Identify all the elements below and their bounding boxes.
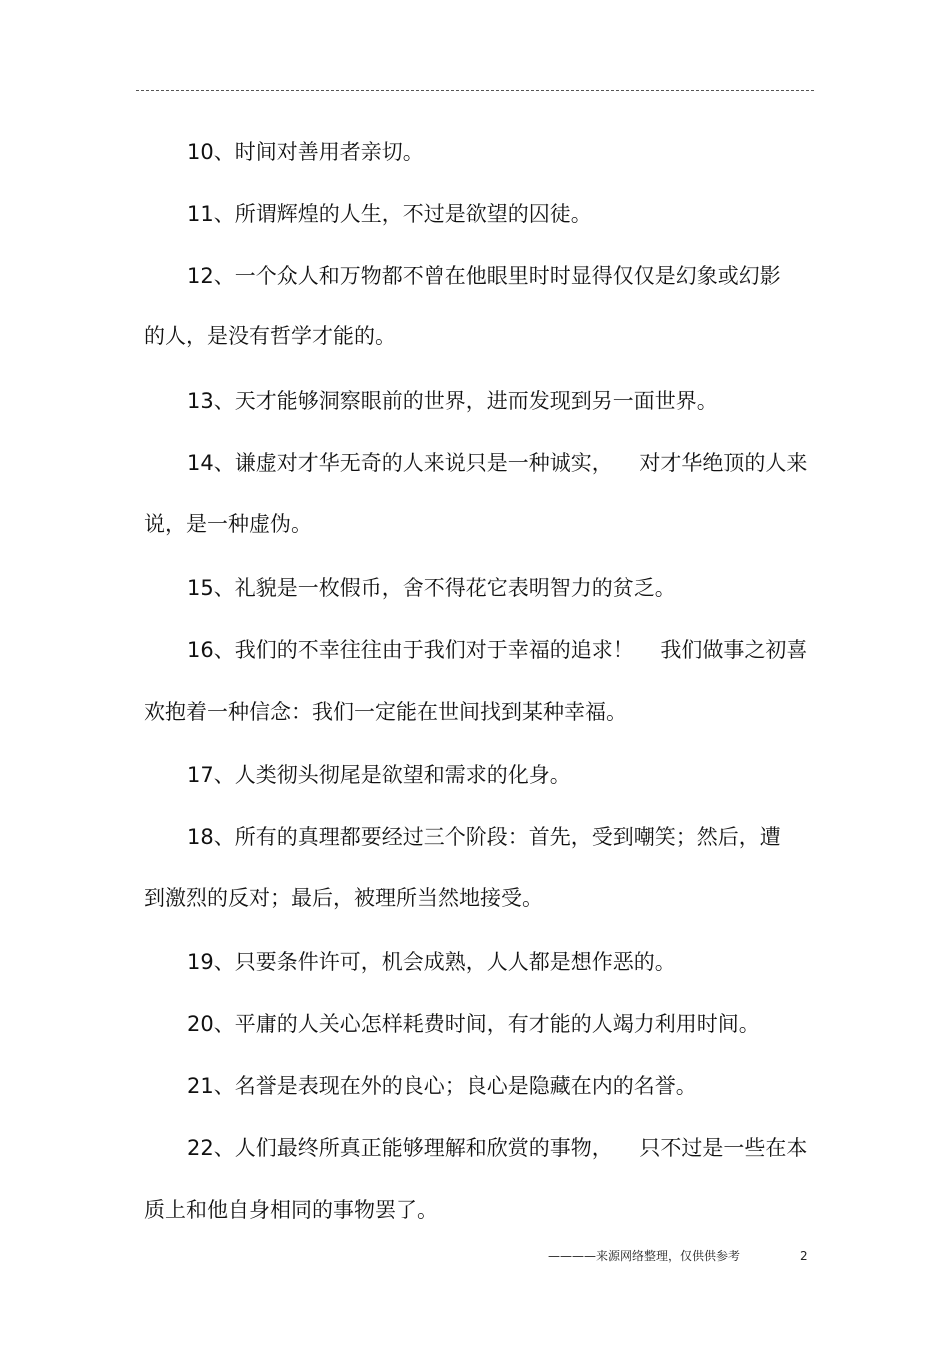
- quote-12: 12、一个众人和万物都不曾在他眼里时时显得仅仅是幻象或幻影: [187, 264, 781, 288]
- quote-22: 22、人们最终所真正能够理解和欣赏的事物， 只不过是一些在本: [187, 1136, 808, 1160]
- quote-14: 14、谦虚对才华无奇的人来说只是一种诚实， 对才华绝顶的人来: [187, 451, 808, 475]
- page-number: 2: [800, 1249, 808, 1263]
- quote-12-continued: 的人，是没有哲学才能的。: [144, 324, 396, 348]
- quote-15: 15、礼貌是一枚假币，舍不得花它表明智力的贫乏。: [187, 576, 676, 600]
- footer-source-note: ————来源网络整理，仅供供参考: [548, 1249, 741, 1263]
- quote-11: 11、所谓辉煌的人生，不过是欲望的囚徒。: [187, 202, 592, 226]
- quote-17: 17、人类彻头彻尾是欲望和需求的化身。: [187, 763, 571, 787]
- quote-21: 21、名誉是表现在外的良心；良心是隐藏在内的名誉。: [187, 1074, 697, 1098]
- quote-16-continued: 欢抱着一种信念：我们一定能在世间找到某种幸福。: [144, 700, 627, 724]
- quote-19: 19、只要条件许可，机会成熟，人人都是想作恶的。: [187, 950, 676, 974]
- quote-18: 18、所有的真理都要经过三个阶段：首先，受到嘲笑；然后，遭: [187, 825, 781, 849]
- quote-20: 20、平庸的人关心怎样耗费时间，有才能的人竭力利用时间。: [187, 1012, 760, 1036]
- quote-16: 16、我们的不幸往往由于我们对于幸福的追求！ 我们做事之初喜: [187, 638, 808, 662]
- quote-14-continued: 说，是一种虚伪。: [144, 512, 312, 536]
- quote-10: 10、时间对善用者亲切。: [187, 140, 424, 164]
- quote-13: 13、天才能够洞察眼前的世界，进而发现到另一面世界。: [187, 389, 718, 413]
- quote-18-continued: 到激烈的反对；最后，被理所当然地接受。: [144, 886, 543, 910]
- header-rule: [136, 90, 814, 91]
- quote-22-continued: 质上和他自身相同的事物罢了。: [144, 1198, 438, 1222]
